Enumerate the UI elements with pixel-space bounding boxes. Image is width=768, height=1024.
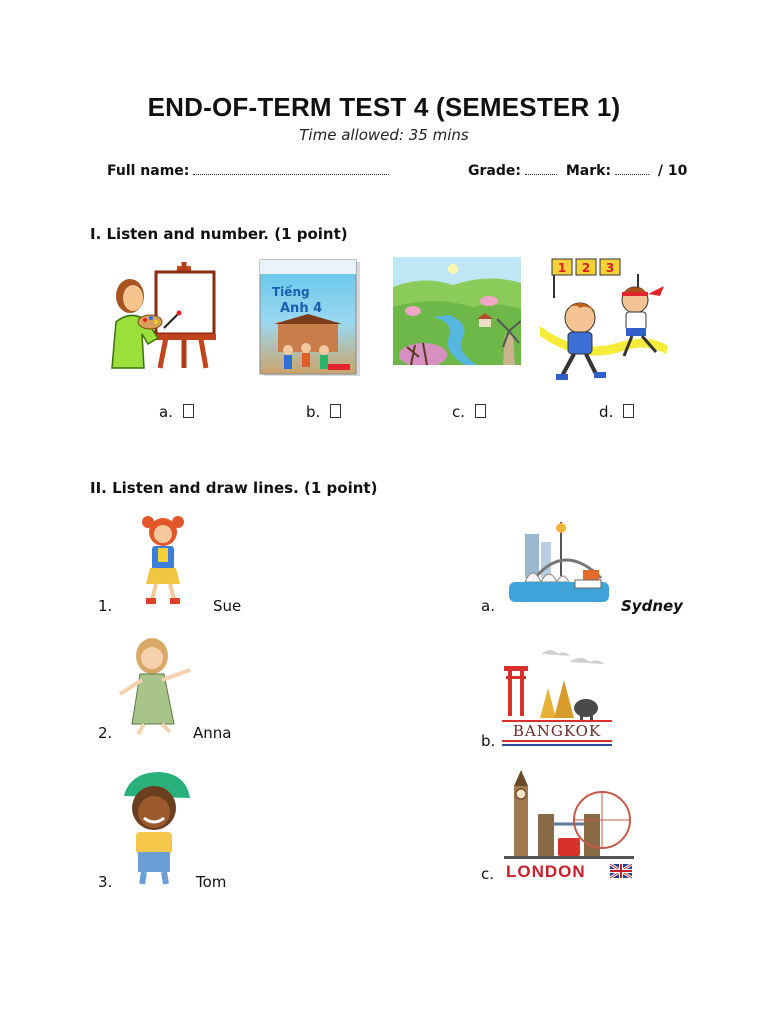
textbook-picture [258,258,366,380]
bangkok-label: BANGKOK [512,722,602,740]
full-name-field[interactable] [193,164,389,175]
mark-field[interactable] [615,164,649,175]
girl-anna-picture [114,634,196,738]
grade-mark-row [468,163,687,179]
option-b [306,403,341,421]
full-name-row [107,163,389,179]
page-title: END-OF-TERM TEST 4 (SEMESTER 1) [147,92,621,122]
option-d-letter: d. [599,403,614,421]
mark-label: Mark: [565,163,612,179]
race-number-3: 3 [605,261,615,275]
london-label: LONDON [506,862,586,881]
sydney-picture [505,512,613,608]
painter-picture [108,258,228,370]
bangkok-picture [500,640,614,750]
person-1-name: Sue [213,597,242,615]
landscape-picture [393,257,521,365]
race-number-1: 1 [557,261,567,275]
option-b-letter: b. [306,403,321,421]
option-a-box[interactable] [183,404,194,418]
mark-total: / 10 [657,163,688,179]
grade-label: Grade: [468,163,521,179]
option-b-box[interactable] [330,404,341,418]
place-b-letter: b. [481,732,496,750]
place-a-name: Sydney [621,597,683,615]
place-c-letter: c. [481,865,495,883]
uk-flag-icon [610,864,632,878]
person-1-number: 1. [98,597,113,615]
book-title-line1: Tiếng [272,285,310,299]
book-title-line2: Anh 4 [280,301,323,316]
section1-heading: I. Listen and number. (1 point) [90,225,348,243]
race-picture [540,256,670,384]
option-c [452,403,486,421]
person-3-name: Tom [196,873,227,891]
option-a-letter: a. [159,403,173,421]
full-name-label: Full name: [107,163,190,179]
boy-tom-picture [116,768,194,888]
option-a [159,403,194,421]
person-3-number: 3. [98,873,113,891]
place-a-letter: a. [481,597,495,615]
person-2-name: Anna [193,724,232,742]
girl-sue-picture [134,512,192,608]
grade-field[interactable] [525,164,557,175]
race-number-2: 2 [581,261,591,275]
option-d-box[interactable] [623,404,634,418]
time-allowed: Time allowed: 35 mins [299,126,469,144]
option-c-box[interactable] [475,404,486,418]
person-2-number: 2. [98,724,113,742]
option-c-letter: c. [452,403,466,421]
option-d [599,403,634,421]
section2-heading: II. Listen and draw lines. (1 point) [90,479,378,497]
london-picture [500,766,638,884]
